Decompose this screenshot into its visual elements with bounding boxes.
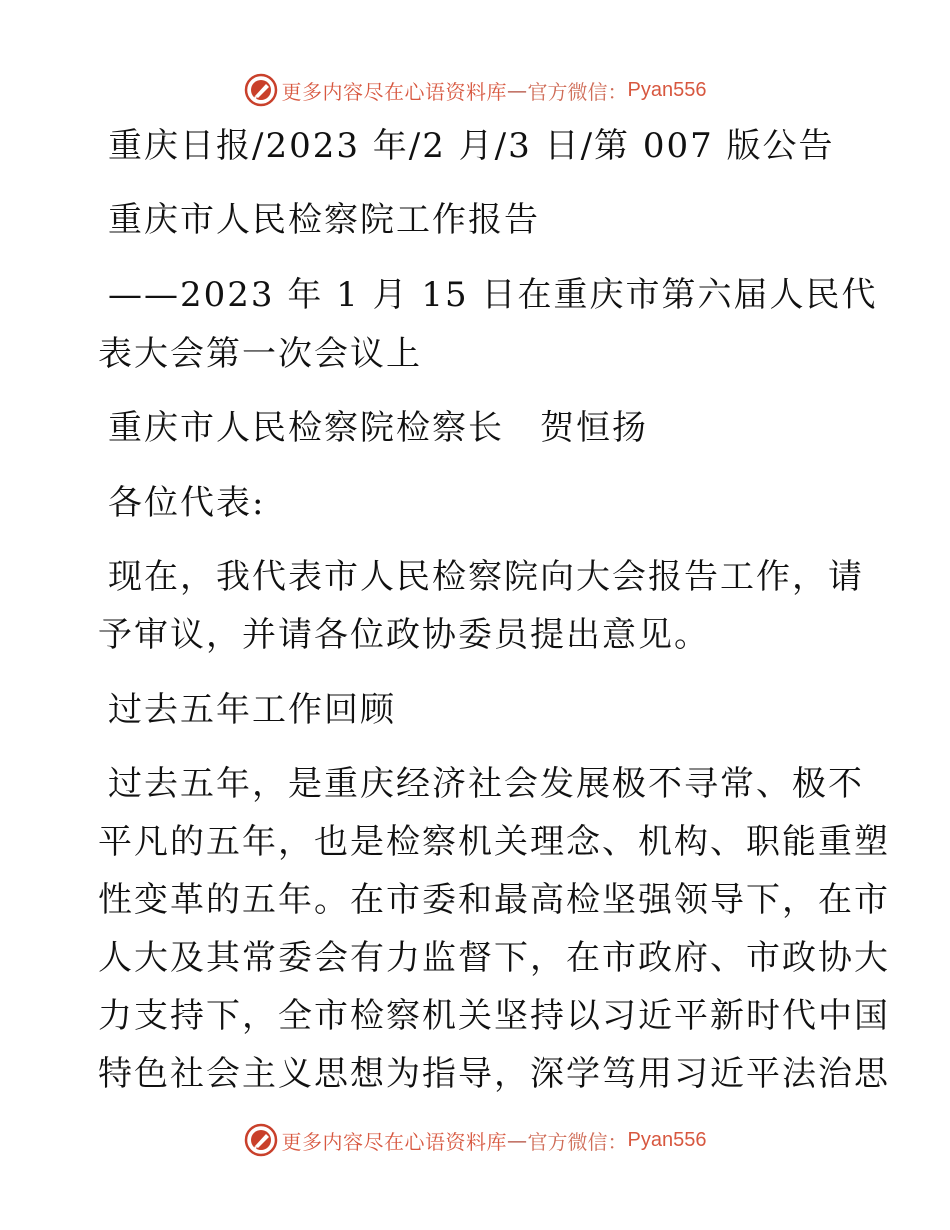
intro-line-2: 予审议，并请各位政协委员提出意见。 bbox=[98, 615, 710, 655]
body-line-1: 过去五年，是重庆经济社会发展极不寻常、极不 bbox=[108, 764, 864, 804]
body-line-4: 人大及其常委会有力监督下，在市政府、市政协大 bbox=[98, 938, 890, 978]
intro-line-1: 现在，我代表市人民检察院向大会报告工作，请 bbox=[108, 557, 864, 597]
source-line: 重庆日报/2023 年/2 月/3 日/第 007 版公告 bbox=[108, 126, 835, 166]
body-line-5: 力支持下，全市检察机关坚持以习近平新时代中国 bbox=[98, 996, 890, 1036]
watermark-separator: — bbox=[507, 1128, 528, 1152]
header-watermark bbox=[0, 70, 950, 110]
watermark-separator: — bbox=[507, 78, 528, 102]
report-title: 重庆市人民检察院工作报告 bbox=[108, 200, 540, 240]
pen-logo-icon bbox=[244, 73, 278, 107]
salutation: 各位代表: bbox=[108, 483, 266, 523]
watermark-wechat-label: 官方微信： bbox=[527, 1129, 628, 1154]
watermark-wechat-id: Pyan556 bbox=[627, 78, 707, 101]
watermark-text: 更多内容尽在心语资料库 bbox=[281, 1129, 508, 1154]
body-line-3: 性变革的五年。在市委和最高检坚强领导下，在市 bbox=[98, 880, 890, 920]
subtitle-line-1: ——2023 年 1 月 15 日在重庆市第六届人民代 bbox=[108, 275, 878, 315]
author-line: 重庆市人民检察院检察长 贺恒扬 bbox=[108, 408, 648, 448]
section-heading: 过去五年工作回顾 bbox=[108, 690, 396, 730]
pen-logo-icon bbox=[244, 1123, 278, 1157]
watermark-wechat-id: Pyan556 bbox=[627, 1128, 707, 1151]
footer-watermark bbox=[0, 1120, 950, 1160]
body-line-6: 特色社会主义思想为指导，深学笃用习近平法治思 bbox=[98, 1054, 890, 1094]
watermark-text: 更多内容尽在心语资料库 bbox=[281, 79, 508, 104]
subtitle-line-2: 表大会第一次会议上 bbox=[98, 334, 422, 374]
watermark-wechat-label: 官方微信： bbox=[527, 79, 628, 104]
body-line-2: 平凡的五年，也是检察机关理念、机构、职能重塑 bbox=[98, 822, 890, 862]
